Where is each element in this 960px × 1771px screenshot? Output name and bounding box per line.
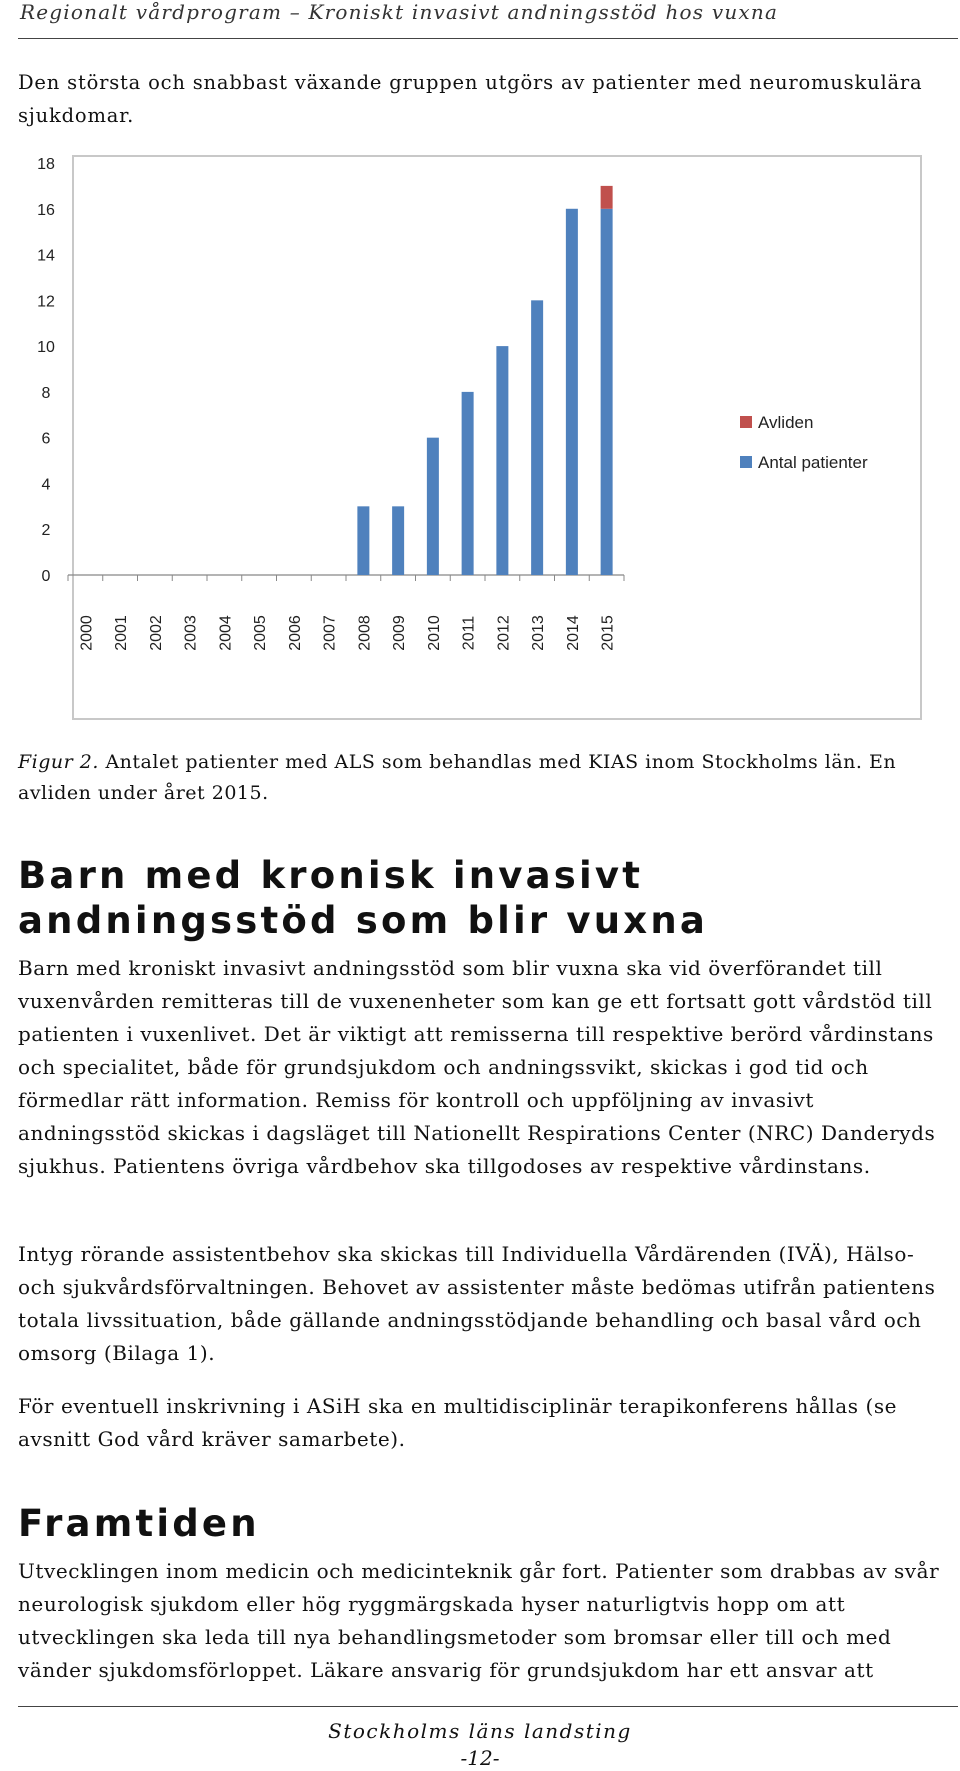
bar-avliden-2015: [601, 186, 613, 209]
paragraph-assistance: Intyg rörande assistentbehov ska skickas till Individuella Vårdärenden (IVÄ), Hälso- och sjukvårdsförvaltningen. Behovet av assistenter måste bedömas utifrån patientens totala livssituation, både gällande andningsstödjande behandling och basal vård och omsorg (Bilaga 1).: [18, 1242, 936, 1365]
bar-antal-patienter-2011: [462, 392, 474, 575]
x-tick-label: 2010: [425, 615, 443, 651]
x-tick-label: 2008: [356, 615, 374, 651]
bar-chart: [37, 156, 920, 718]
y-tick-label: 6: [41, 430, 51, 448]
paragraph-asih: För eventuell inskrivning i ASiH ska en multidisciplinär terapikonferens hållas (se avsnitt God vård kräver samarbete).: [18, 1394, 898, 1451]
x-tick-label: 2011: [460, 615, 478, 651]
x-tick-label: 2004: [217, 615, 235, 651]
y-tick-label: 18: [37, 156, 55, 173]
x-tick-label: 2009: [391, 615, 409, 651]
x-tick-label: 2001: [113, 615, 131, 651]
legend-swatch: [740, 416, 752, 428]
figure-caption-text: Antalet patienter med ALS som behandlas med KIAS inom Stockholms län. En avliden under året 2015.: [18, 751, 897, 804]
bar-antal-patienter-2015: [601, 209, 613, 575]
x-tick-label: 2014: [564, 615, 582, 651]
x-tick-label: 2015: [599, 615, 617, 651]
section-heading-barn: Barn med kronisk invasivt andningsstöd som blir vuxna: [18, 854, 709, 942]
y-tick-label: 12: [37, 293, 55, 311]
bar-antal-patienter-2012: [496, 346, 508, 575]
y-tick-label: 16: [37, 201, 55, 219]
x-tick-label: 2007: [321, 615, 339, 651]
legend-label: Avliden: [758, 413, 814, 432]
bar-antal-patienter-2014: [566, 209, 578, 575]
y-tick-label: 2: [41, 522, 51, 540]
x-tick-label: 2005: [252, 615, 270, 651]
x-tick-label: 2000: [78, 615, 96, 651]
figure-caption: [18, 747, 948, 809]
intro-paragraph: Den största och snabbast växande gruppen utgörs av patienter med neuromuskulära sjukdomar.: [18, 71, 923, 127]
paragraph-transition: Barn med kroniskt invasivt andningsstöd som blir vuxna ska vid överförandet till vuxenvården remitteras till de vuxenenheter som kan ge ett fortsatt gott vårdstöd till patienten i vuxenlivet. Det är viktigt att remisserna till respektive berörd vårdinstans och specialitet, både för grundsjukdom och andningssvikt, skickas i god tid och förmedlar rätt information. Remiss för kontroll och uppföljning av invasivt andningsstöd skickas i dagsläget till Nationellt Respirations Center (NRC) Danderyds sjukhus. Patientens övriga vårdbehov ska tillgodoses av respektive vårdinstans.: [18, 956, 936, 1178]
y-tick-label: 8: [41, 384, 51, 402]
x-tick-label: 2006: [286, 615, 304, 651]
bar-antal-patienter-2008: [357, 506, 369, 575]
bar-antal-patienter-2010: [427, 438, 439, 575]
bar-antal-patienter-2013: [531, 300, 543, 575]
legend-label: Antal patienter: [758, 453, 868, 472]
x-tick-label: 2002: [147, 615, 165, 651]
figure-label: Figur 2.: [18, 751, 99, 773]
y-tick-label: 10: [37, 339, 55, 357]
chart-container: [37, 155, 922, 720]
legend-swatch: [740, 456, 752, 468]
paragraph-future: Utvecklingen inom medicin och medicinteknik går fort. Patienter som drabbas av svår neurologisk sjukdom eller hög ryggmärgskada hyser naturligtvis hopp om att utvecklingen ska leda till nya behandlingsmetoder som bromsar eller till och med vänder sjukdomsförloppet. Läkare ansvarig för grundsjukdom har ett ansvar att: [18, 1559, 940, 1682]
x-tick-label: 2003: [182, 615, 200, 651]
page-header: [18, 0, 958, 39]
footer-organization: Stockholms läns landsting: [328, 1719, 632, 1743]
x-tick-label: 2013: [530, 615, 548, 651]
section-heading-framtiden: Framtiden: [18, 1502, 260, 1545]
y-tick-label: 0: [41, 568, 51, 585]
footer-divider: [18, 1706, 958, 1707]
bar-antal-patienter-2009: [392, 506, 404, 575]
page-number: -12-: [460, 1746, 500, 1770]
x-tick-label: 2012: [495, 615, 513, 651]
y-tick-label: 4: [41, 476, 51, 494]
running-header-title: Regionalt vårdprogram – Kroniskt invasivt andningsstöd hos vuxna: [20, 0, 779, 24]
y-tick-label: 14: [37, 247, 55, 265]
